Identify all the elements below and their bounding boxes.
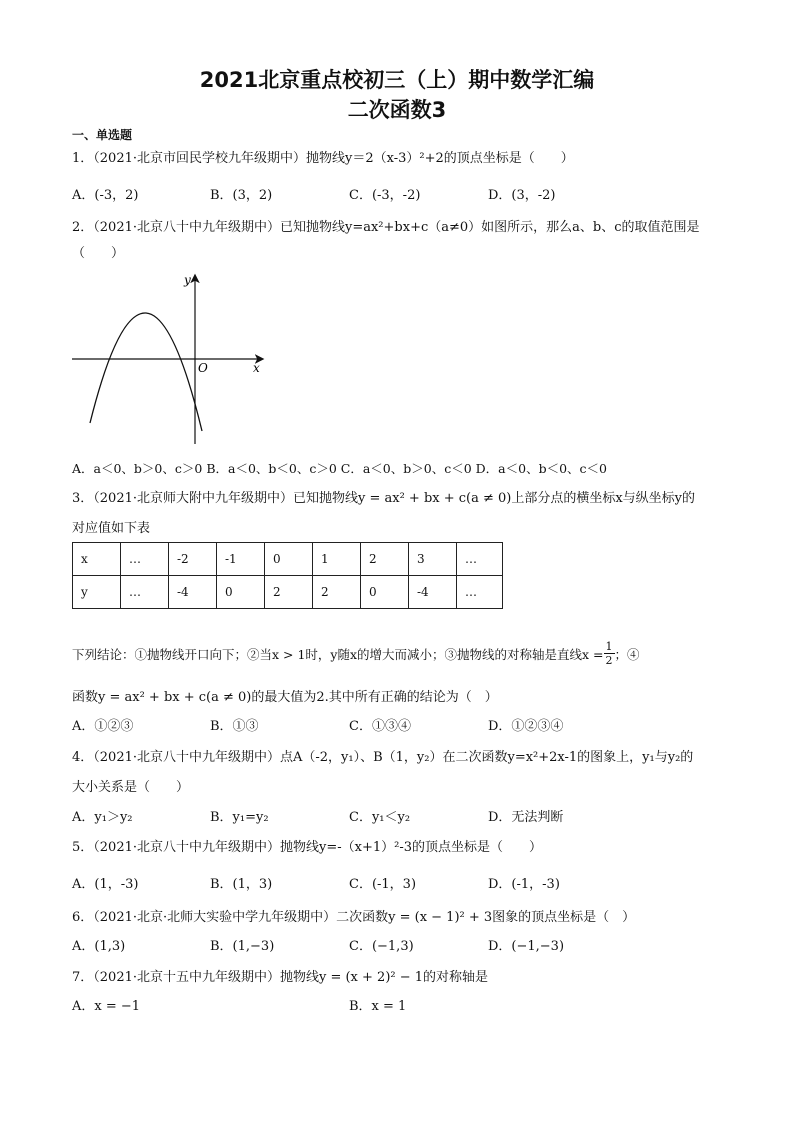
- q7-option-b: B．x = 1: [349, 999, 407, 1014]
- question-1-stem: 1．（2021·北京市回民学校九年级期中）抛物线y＝2（x-3）²+2的顶点坐标是（ ）: [72, 151, 574, 166]
- parabola-graph: [70, 268, 270, 450]
- q5-option-a: A．(1，-3): [72, 877, 139, 892]
- q5-option-c: C．(-1，3): [349, 877, 417, 892]
- table-cell: 1: [313, 543, 361, 576]
- q4-option-b: B．y₁=y₂: [210, 810, 269, 825]
- table-cell: 2: [361, 543, 409, 576]
- question-3-stem: 3．（2021·北京师大附中九年级期中）已知抛物线y = ax² + bx + c(a ≠ 0)上部分点的横坐标x与纵坐标y的: [72, 491, 696, 506]
- question-5-stem: 5．（2021·北京八十中九年级期中）抛物线y=-（x+1）²-3的顶点坐标是（ ）: [72, 840, 542, 855]
- q3-option-c: C．①③④: [349, 719, 411, 734]
- q2-options: A．a＜0、b＞0、c＞0 B．a＜0、b＜0、c＞0 C．a＜0、b＞0、c＜0 D．a＜0、b＜0、c＜0: [72, 461, 607, 476]
- table-cell: -2: [169, 543, 217, 576]
- question-4-stem-cont: 大小关系是（ ）: [72, 780, 190, 795]
- q1-option-a: A．(-3，2): [72, 188, 139, 203]
- q1-option-d: D．(3，-2): [488, 188, 556, 203]
- question-2-stem-cont: （ ）: [72, 246, 125, 261]
- fraction-denominator: 2: [605, 654, 613, 667]
- value-table: [72, 542, 503, 609]
- table-cell: 3: [409, 543, 457, 576]
- q5-option-d: D．(-1，-3): [488, 877, 560, 892]
- q3-conclusions-cont: 函数y = ax² + bx + c(a ≠ 0)的最大值为2.其中所有正确的结论为（ ）: [72, 690, 498, 705]
- q6-option-b: B．(1,−3): [210, 939, 275, 954]
- q1-option-b: B．(3，2): [210, 188, 273, 203]
- q4-option-a: A．y₁＞y₂: [72, 810, 133, 825]
- q3-option-b: B．①③: [210, 719, 259, 734]
- q7-option-a: A．x = −1: [72, 999, 141, 1014]
- table-cell: …: [457, 576, 503, 609]
- q4-option-d: D．无法判断: [488, 810, 564, 825]
- table-cell: 2: [265, 576, 313, 609]
- table-cell: …: [121, 576, 169, 609]
- fraction-numerator: 1: [605, 640, 613, 653]
- table-cell: 0: [265, 543, 313, 576]
- x-axis-label: x: [253, 361, 260, 375]
- question-3-stem-cont: 对应值如下表: [72, 521, 151, 536]
- q6-option-c: C．(−1,3): [349, 939, 414, 954]
- table-row: [73, 576, 503, 609]
- table-cell: -1: [217, 543, 265, 576]
- question-2-stem: 2．（2021·北京八十中九年级期中）已知抛物线y=ax²+bx+c（a≠0）如图所示，那么a、b、c的取值范围是: [72, 220, 700, 235]
- question-6-stem: 6．（2021·北京·北师大实验中学九年级期中）二次函数y = (x − 1)² + 3图象的顶点坐标是（ ）: [72, 910, 636, 925]
- q3-conclusions: [72, 640, 640, 667]
- q4-option-c: C．y₁＜y₂: [349, 810, 411, 825]
- table-cell: …: [457, 543, 503, 576]
- question-7-stem: 7．（2021·北京十五中九年级期中）抛物线y = (x + 2)² − 1的对称轴是: [72, 970, 489, 985]
- table-row: [73, 543, 503, 576]
- table-cell: 0: [217, 576, 265, 609]
- table-cell: …: [121, 543, 169, 576]
- fraction-one-half: [604, 640, 615, 667]
- page-title: 2021北京重点校初三（上）期中数学汇编: [199, 68, 595, 92]
- origin-label: O: [198, 361, 208, 375]
- table-cell: y: [73, 576, 121, 609]
- q5-option-b: B．(1，3): [210, 877, 273, 892]
- q6-option-d: D．(−1,−3): [488, 939, 565, 954]
- q3-conclusions-text: 下列结论：①抛物线开口向下；②当x > 1时，y随x的增大而减小；③抛物线的对称轴是直线x =: [72, 646, 604, 662]
- q6-option-a: A．(1,3): [72, 939, 126, 954]
- q3-option-a: A．①②③: [72, 719, 134, 734]
- q1-option-c: C．(-3，-2): [349, 188, 421, 203]
- table-cell: 0: [361, 576, 409, 609]
- question-4-stem: 4．（2021·北京八十中九年级期中）点A（-2，y₁）、B（1，y₂）在二次函数y=x²+2x-1的图象上，y₁与y₂的: [72, 750, 694, 765]
- parabola-curve: [90, 313, 202, 431]
- q3-option-d: D．①②③④: [488, 719, 564, 734]
- q3-conclusions-tail: ；④: [614, 646, 640, 662]
- table-cell: x: [73, 543, 121, 576]
- y-axis-label: y: [184, 273, 191, 287]
- table-cell: -4: [169, 576, 217, 609]
- section-heading: 一、单选题: [72, 128, 133, 142]
- table-cell: -4: [409, 576, 457, 609]
- table-cell: 2: [313, 576, 361, 609]
- page-subtitle: 二次函数3: [347, 98, 447, 122]
